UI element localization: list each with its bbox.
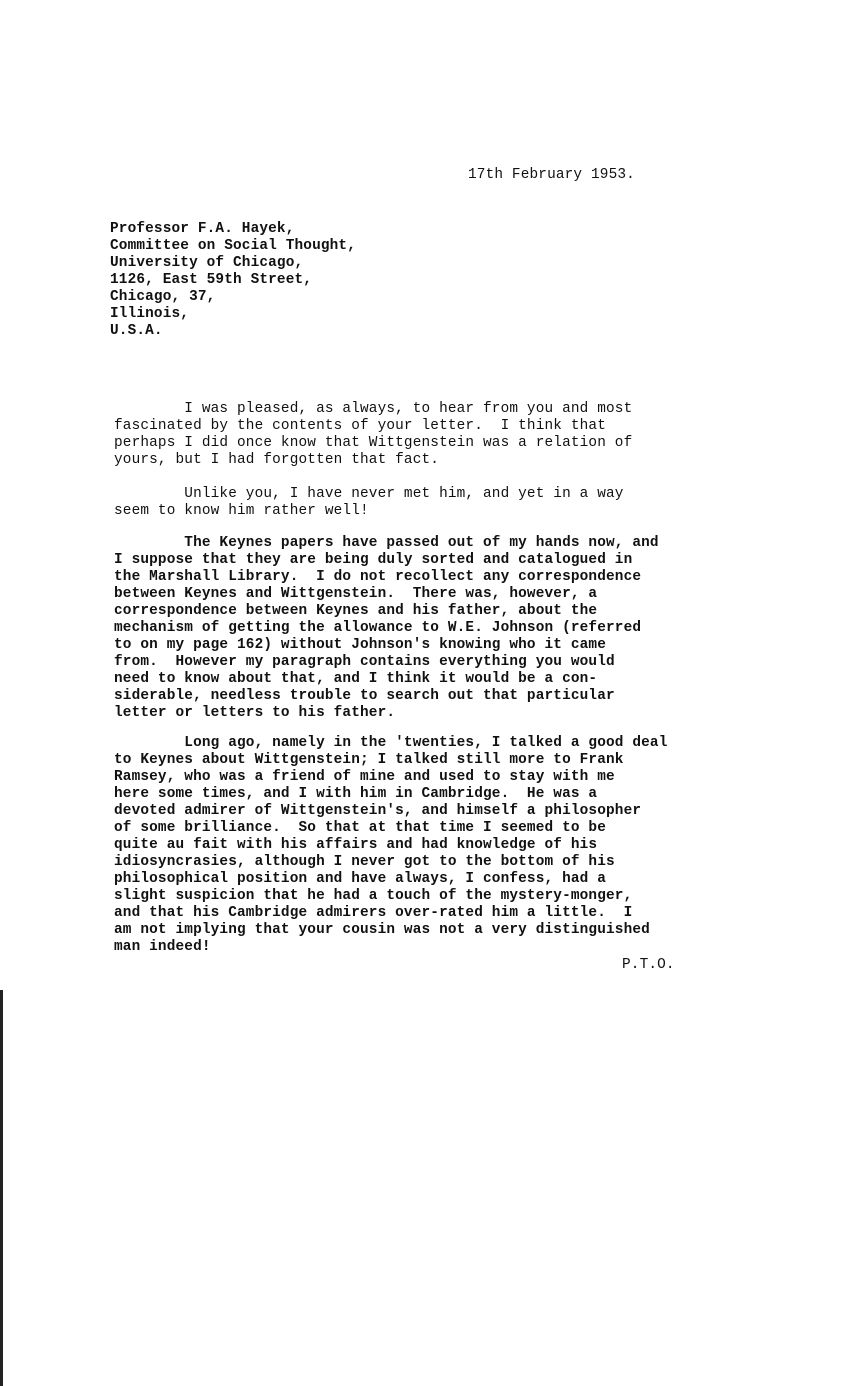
- body-line: Long ago, namely in the 'twenties, I talked a good deal: [114, 735, 668, 751]
- body-line: perhaps I did once know that Wittgenstein was a relation of: [114, 435, 633, 451]
- body-line: quite au fait with his affairs and had knowledge of his: [114, 837, 598, 853]
- body-line: letter or letters to his father.: [114, 705, 396, 721]
- body-line: of some brilliance. So that at that time I seemed to be: [114, 820, 607, 836]
- address-line: Committee on Social Thought,: [110, 238, 357, 254]
- address-line: Professor F.A. Hayek,: [110, 221, 295, 237]
- address-line: University of Chicago,: [110, 255, 304, 271]
- address-line: Illinois,: [110, 306, 190, 322]
- body-line: fascinated by the contents of your letter. I think that: [114, 418, 607, 434]
- address-line: Chicago, 37,: [110, 289, 216, 305]
- body-line: The Keynes papers have passed out of my hands now, and: [114, 535, 659, 551]
- body-line: from. However my paragraph contains everything you would: [114, 654, 615, 670]
- body-line: I was pleased, as always, to hear from you and most: [114, 401, 633, 417]
- body-line: here some times, and I with him in Cambridge. He was a: [114, 786, 598, 802]
- body-line: devoted admirer of Wittgenstein's, and himself a philosopher: [114, 803, 642, 819]
- body-line: and that his Cambridge admirers over-rated him a little. I: [114, 905, 633, 921]
- body-line: the Marshall Library. I do not recollect any correspondence: [114, 569, 642, 585]
- body-line: idiosyncrasies, although I never got to the bottom of his: [114, 854, 615, 870]
- body-line: siderable, needless trouble to search out that particular: [114, 688, 615, 704]
- body-line: correspondence between Keynes and his father, about the: [114, 603, 598, 619]
- address-line: U.S.A.: [110, 323, 163, 339]
- pto-mark: P.T.O.: [622, 957, 675, 973]
- body-line: Unlike you, I have never met him, and yet in a way: [114, 486, 624, 502]
- body-line: man indeed!: [114, 939, 211, 955]
- body-line: to on my page 162) without Johnson's knowing who it came: [114, 637, 607, 653]
- body-line: Ramsey, who was a friend of mine and used to stay with me: [114, 769, 615, 785]
- scan-edge-mark: [0, 990, 3, 1386]
- body-line: slight suspicion that he had a touch of the mystery-monger,: [114, 888, 633, 904]
- letter-date: 17th February 1953.: [468, 167, 635, 183]
- body-line: seem to know him rather well!: [114, 503, 369, 519]
- body-line: to Keynes about Wittgenstein; I talked still more to Frank: [114, 752, 624, 768]
- body-line: am not implying that your cousin was not a very distinguished: [114, 922, 650, 938]
- body-line: mechanism of getting the allowance to W.E. Johnson (referred: [114, 620, 642, 636]
- body-line: philosophical position and have always, I confess, had a: [114, 871, 607, 887]
- body-line: need to know about that, and I think it would be a con-: [114, 671, 598, 687]
- body-line: between Keynes and Wittgenstein. There was, however, a: [114, 586, 598, 602]
- body-line: yours, but I had forgotten that fact.: [114, 452, 440, 468]
- address-line: 1126, East 59th Street,: [110, 272, 313, 288]
- body-line: I suppose that they are being duly sorted and catalogued in: [114, 552, 633, 568]
